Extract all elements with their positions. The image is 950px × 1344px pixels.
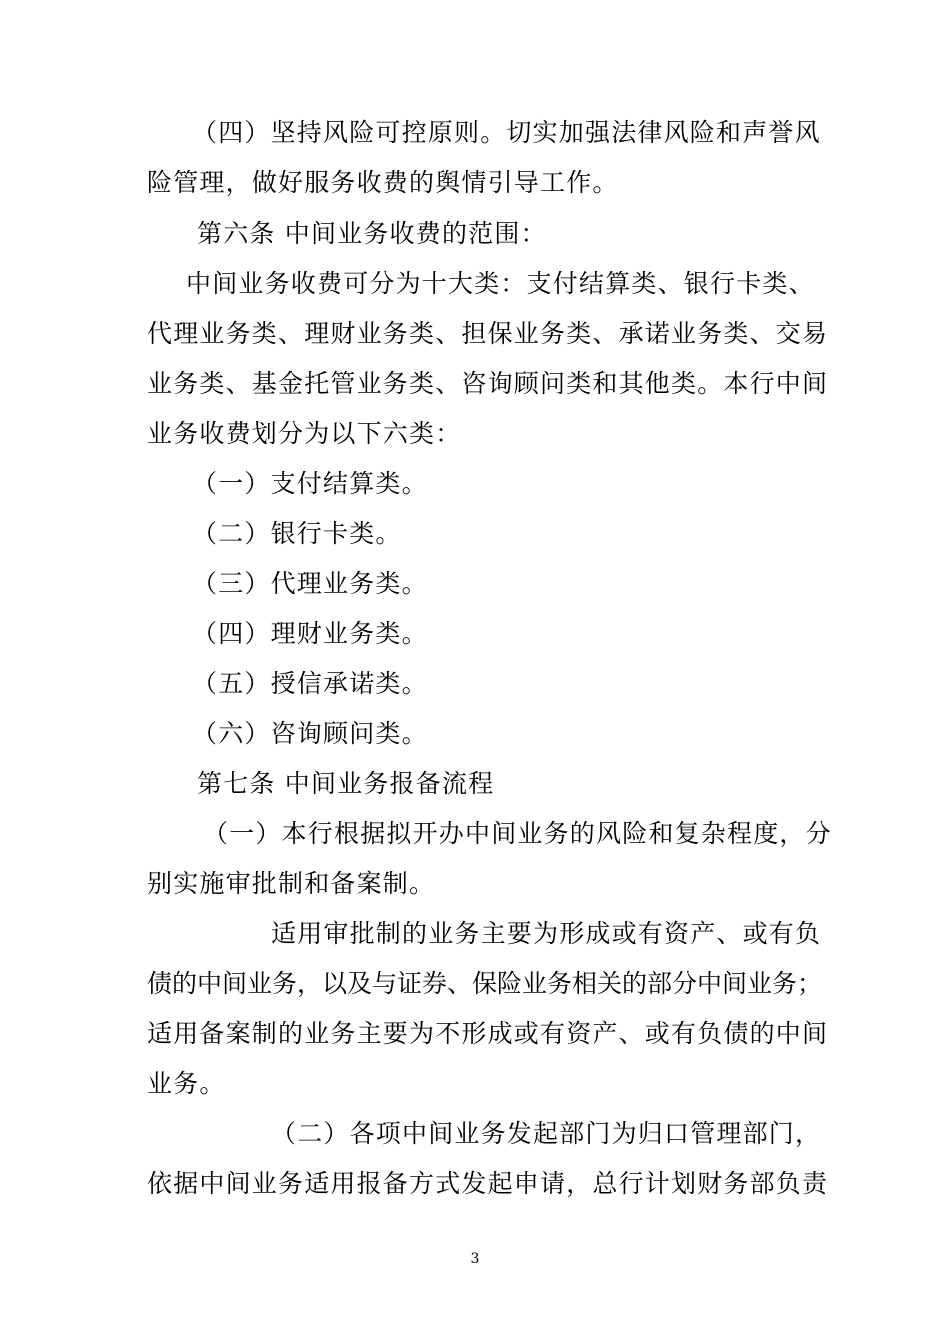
- text-line: （二）各项中间业务发起部门为归口管理部门，: [271, 1119, 822, 1148]
- text-line: 业务。: [147, 1069, 226, 1098]
- text-line: 适用审批制的业务主要为形成或有资产、或有负: [271, 919, 822, 948]
- list-item: （四）理财业务类。: [192, 619, 428, 648]
- list-item: （五）授信承诺类。: [192, 669, 428, 698]
- text-line: 代理业务类、理财业务类、担保业务类、承诺业务类、交易: [147, 319, 829, 348]
- text-line: 险管理，做好服务收费的舆情引导工作。: [147, 168, 619, 197]
- text-line: （一）本行根据拟开办中间业务的风险和复杂程度，分: [203, 819, 832, 848]
- page-number: 3: [470, 1251, 480, 1267]
- text-line: 中间业务收费可分为十大类：支付结算类、银行卡类、: [186, 269, 815, 298]
- list-item: （三）代理业务类。: [192, 569, 428, 598]
- text-line: 债的中间业务，以及与证券、保险业务相关的部分中间业务；: [147, 969, 823, 998]
- text-line: 依据中间业务适用报备方式发起申请，总行计划财务部负责: [147, 1169, 829, 1198]
- section-heading: 第六条 中间业务收费的范围：: [197, 219, 547, 248]
- text-line: 别实施审批制和备案制。: [147, 869, 436, 898]
- text-line: 业务类、基金托管业务类、咨询顾问类和其他类。本行中间: [147, 369, 829, 398]
- list-item: （二）银行卡类。: [192, 519, 402, 548]
- list-item: （一）支付结算类。: [192, 469, 428, 498]
- text-line: （四）坚持风险可控原则。切实加强法律风险和声誉风: [192, 118, 821, 147]
- text-line: 业务收费划分为以下六类：: [147, 419, 462, 448]
- text-line: 适用备案制的业务主要为不形成或有资产、或有负债的中间: [147, 1019, 829, 1048]
- section-heading: 第七条 中间业务报备流程: [197, 769, 495, 798]
- list-item: （六）咨询顾问类。: [192, 719, 428, 748]
